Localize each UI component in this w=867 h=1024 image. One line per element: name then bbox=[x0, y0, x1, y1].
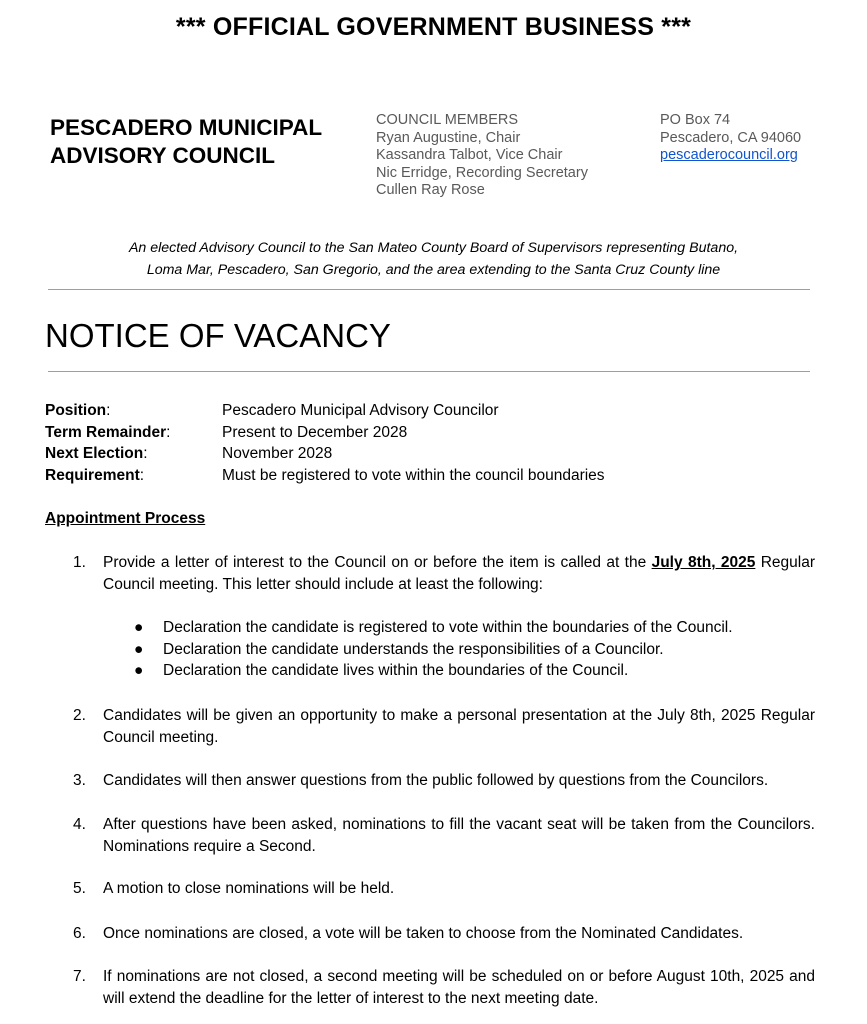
detail-value: Pescadero Municipal Advisory Councilor bbox=[222, 402, 499, 419]
council-tagline bbox=[0, 238, 867, 281]
detail-row-election: Next Election: November 2028 bbox=[45, 443, 605, 465]
bullet-icon: ● bbox=[134, 640, 144, 658]
detail-label: Term Remainder bbox=[45, 423, 167, 441]
list-item bbox=[0, 617, 867, 639]
bullet-text: Declaration the candidate understands the responsibilities of a Councilor. bbox=[163, 640, 664, 658]
step-text: A motion to close nominations will be held. bbox=[103, 880, 395, 897]
appointment-process-heading: Appointment Process bbox=[45, 510, 206, 527]
detail-row-position: Position: Pescadero Municipal Advisory Councilor bbox=[45, 400, 605, 422]
member-name: Ryan Augustine, Chair bbox=[376, 129, 521, 146]
tagline-line1: An elected Advisory Council to the San Mateo County Board of Supervisors representing Butano, bbox=[128, 240, 739, 256]
council-members-block bbox=[376, 112, 588, 200]
step-text-before: Provide a letter of interest to the Council on or before the item is called at the bbox=[103, 554, 652, 571]
notice-title: NOTICE OF VACANCY bbox=[45, 317, 391, 354]
bullet-icon: ● bbox=[134, 662, 144, 679]
members-heading: COUNCIL MEMBERS bbox=[376, 112, 519, 128]
step-text: After questions have been asked, nominations to fill the vacant seat will be taken from the Councilors. Nominations require a Second. bbox=[103, 816, 815, 855]
step-text bbox=[103, 552, 815, 595]
detail-value: Present to December 2028 bbox=[222, 423, 408, 441]
header-divider bbox=[48, 289, 810, 290]
bullet-text: Declaration the candidate lives within the boundaries of the Council. bbox=[163, 662, 629, 679]
org-name-line2: ADVISORY COUNCIL bbox=[50, 143, 276, 168]
step-text: Candidates will then answer questions from the public followed by questions from the Councilors. bbox=[103, 772, 769, 789]
detail-label: Requirement bbox=[45, 467, 140, 485]
step-number: 1. bbox=[73, 554, 86, 571]
official-business-banner: *** OFFICIAL GOVERNMENT BUSINESS *** bbox=[175, 13, 692, 41]
member-name: Nic Erridge, Recording Secretary bbox=[376, 164, 588, 181]
detail-label: Next Election bbox=[45, 445, 144, 463]
bullet-text: Declaration the candidate is registered to vote within the boundaries of the Council. bbox=[163, 619, 733, 636]
step-text: Once nominations are closed, a vote will be taken to choose from the Nominated Candidates. bbox=[103, 925, 744, 942]
website-link[interactable]: pescaderocouncil.org bbox=[660, 147, 798, 163]
step-text: If nominations are not closed, a second meeting will be scheduled on or before August 10th, 2025 and will extend the deadline for the letter of interest to the next meeting date. bbox=[103, 968, 815, 1007]
address-line2: Pescadero, CA 94060 bbox=[660, 129, 802, 146]
address-line1: PO Box 74 bbox=[660, 112, 731, 128]
list-item bbox=[0, 639, 867, 661]
detail-row-requirement: Requirement: Must be registered to vote within the council boundaries bbox=[45, 465, 605, 487]
step-text: Candidates will be given an opportunity to make a personal presentation at the July 8th, 2025 Regular Council meeting. bbox=[103, 707, 815, 746]
title-divider bbox=[48, 371, 810, 372]
detail-value: November 2028 bbox=[222, 445, 333, 463]
member-name: Kassandra Talbot, Vice Chair bbox=[376, 147, 563, 163]
org-name-line1: PESCADERO MUNICIPAL bbox=[50, 115, 323, 140]
step-number: 6. bbox=[73, 925, 86, 942]
list-item bbox=[0, 660, 867, 682]
bullet-icon: ● bbox=[134, 619, 144, 636]
step-number: 3. bbox=[73, 772, 86, 789]
deadline-date: July 8th, 2025 bbox=[651, 554, 756, 571]
mailing-address-block bbox=[660, 112, 801, 165]
letter-requirements-list bbox=[0, 617, 867, 682]
member-name: Cullen Ray Rose bbox=[376, 182, 485, 198]
step-number: 2. bbox=[73, 707, 86, 724]
step-number: 4. bbox=[73, 816, 86, 833]
org-name bbox=[50, 114, 322, 170]
tagline-line2: Loma Mar, Pescadero, San Gregorio, and the area extending to the Santa Cruz County line bbox=[146, 261, 721, 278]
detail-label: Position bbox=[45, 402, 107, 419]
detail-row-term: Term Remainder: Present to December 2028 bbox=[45, 422, 605, 444]
step-text-after: Regular Council meeting. This letter should include at least the following: bbox=[103, 554, 816, 593]
vacancy-details bbox=[45, 400, 605, 487]
detail-value: Must be registered to vote within the council boundaries bbox=[222, 467, 605, 485]
step-number: 7. bbox=[73, 968, 86, 985]
step-number: 5. bbox=[73, 880, 86, 897]
